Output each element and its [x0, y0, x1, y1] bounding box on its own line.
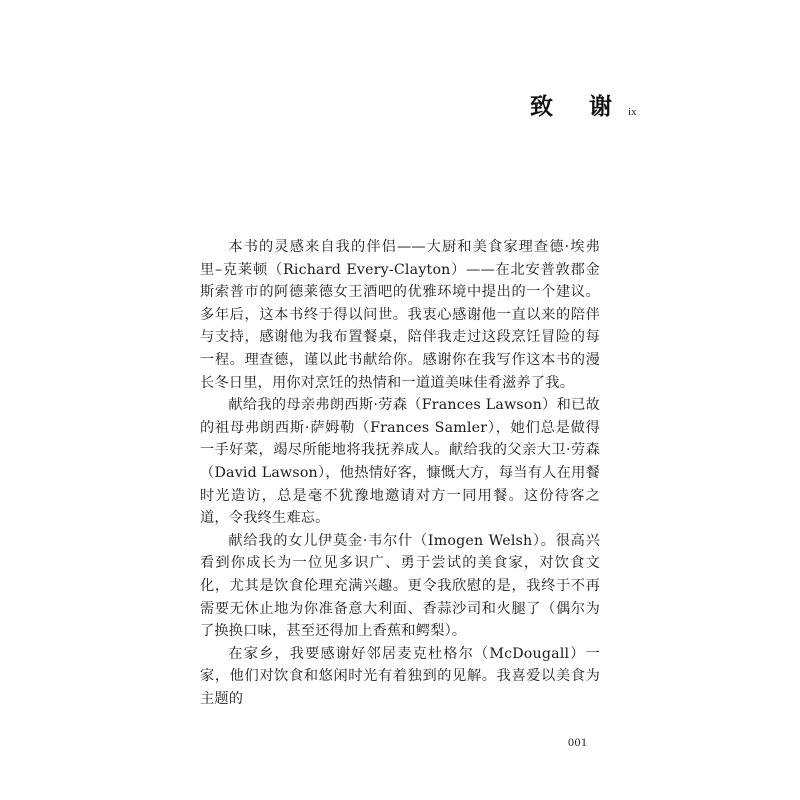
paragraph-2: 献给我的母亲弗朗西斯·劳森（Frances Lawson）和已故的祖母弗朗西斯·萨姆勒（Frances Samler），她们总是做得一手好菜，竭尽所能地将我抚养成人。献给我的父亲大卫·劳森（David Lawson），他热情好客，慷慨大方，每当有人在用餐时光造访，总是毫不犹豫地邀请对方一同用餐。这份待客之道，令我终生难忘。 [200, 397, 600, 527]
roman-page-label: ix [628, 106, 637, 118]
paragraph-1: 本书的灵感来自我的伴侣——大厨和美食家理查德·埃弗里–克莱顿（Richard Every-Clayton）——在北安普敦郡金斯索普市的阿德莱德女王酒吧的优雅环境中提出的一个建议。多年后，这本书终于得以问世。我衷心感谢他一直以来的陪伴与支持，感谢他为我布置餐桌，陪伴我走过这段烹饪冒险的每一程。理查德，谨以此书献给你。感谢你在我写作这本书的漫长冬日里，用你对烹饪的热情和一道道美味佳肴滋养了我。 [200, 239, 600, 391]
chapter-title: 致 谢 [530, 93, 627, 120]
page-number: 001 [568, 735, 588, 749]
paragraph-3: 献给我的女儿伊莫金·韦尔什（Imogen Welsh）。很高兴看到你成长为一位见多识广、勇于尝试的美食家，对饮食文化，尤其是饮食伦理充满兴趣。更令我欣慰的是，我终于不再需要无休止地为你准备意大利面、香蒜沙司和火腿了（偶尔为了换换口味，甚至还得加上香蕉和鳄梨）。 [200, 532, 600, 640]
page-header [530, 92, 637, 122]
paragraph-4: 在家乡，我要感谢好邻居麦克杜格尔（McDougall）一家，他们对饮食和悠闲时光有着独到的见解。我喜爱以美食为主题的 [200, 645, 600, 707]
body-text [200, 236, 600, 710]
